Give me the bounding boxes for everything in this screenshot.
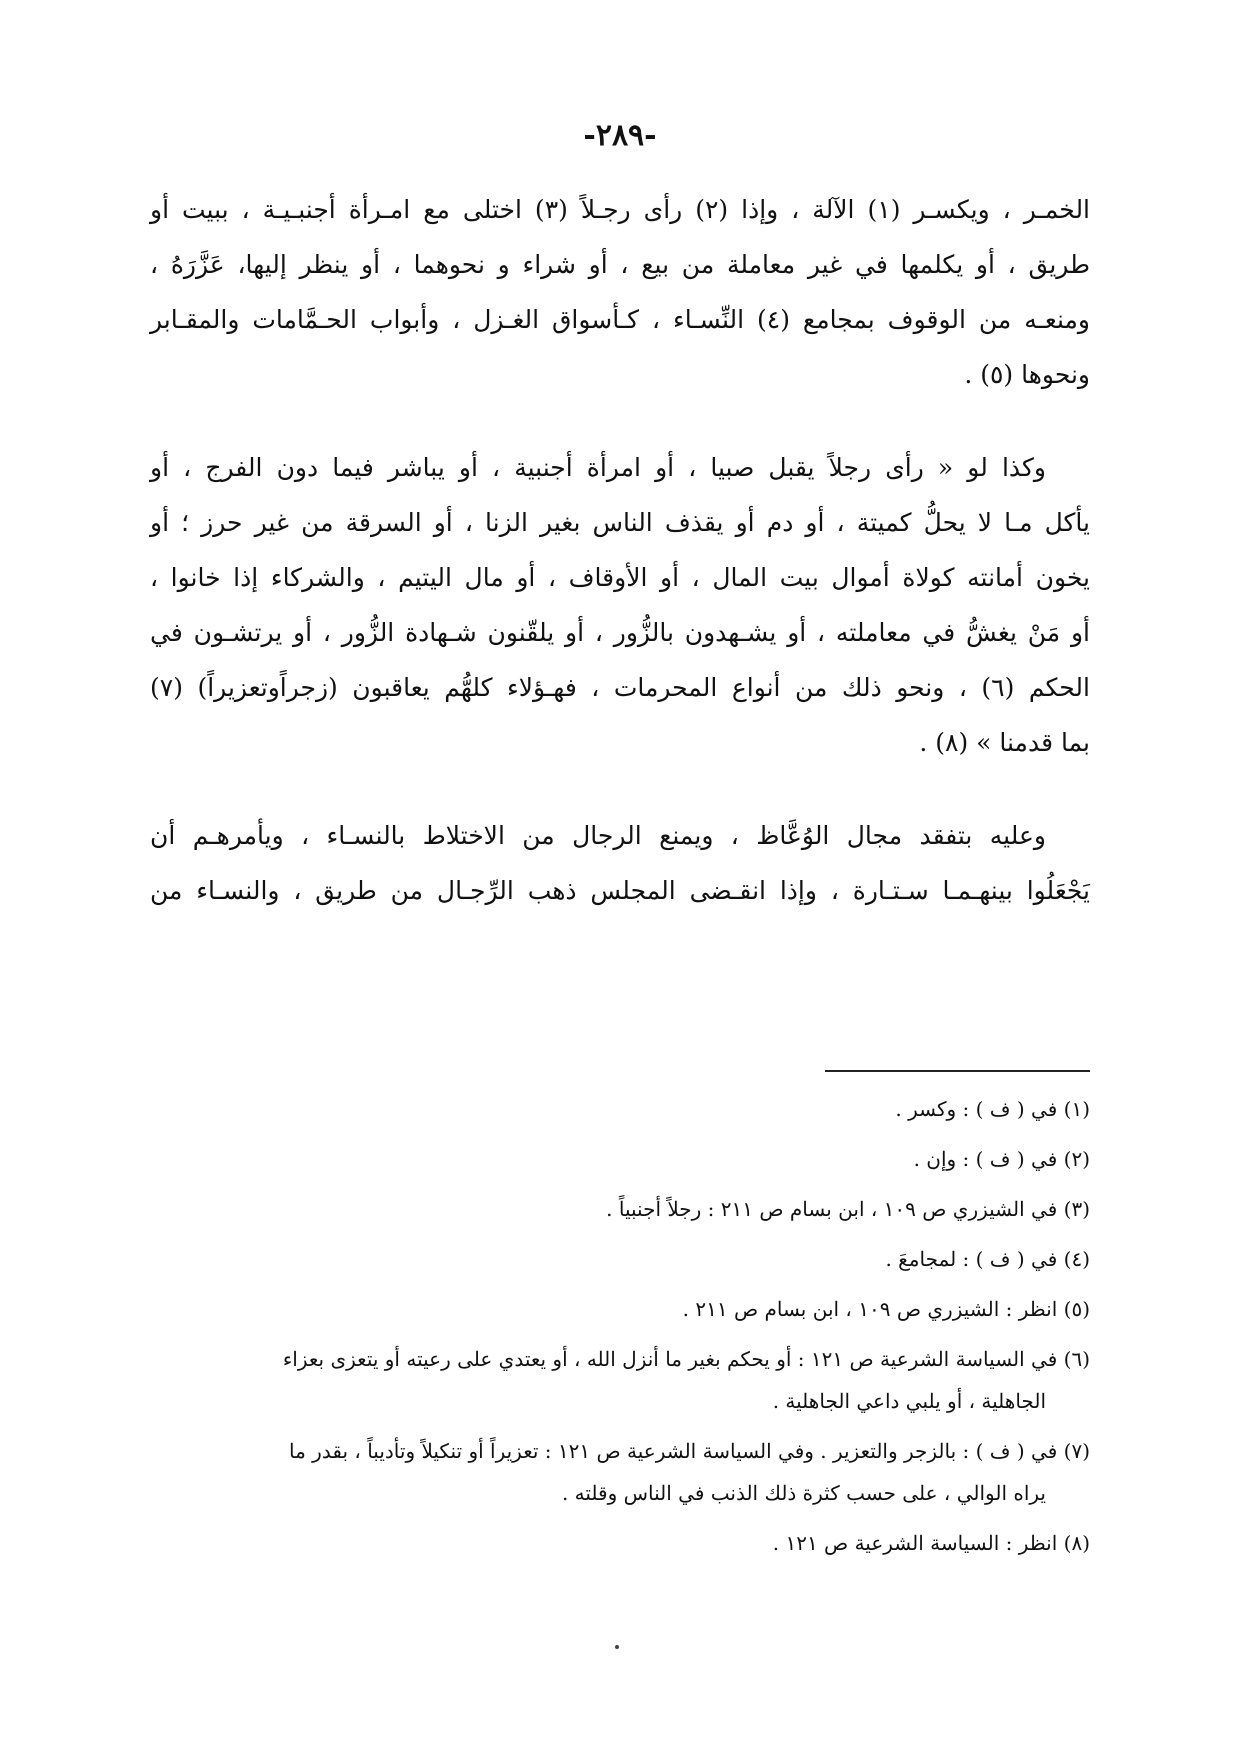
footnote-3 xyxy=(150,1188,1090,1230)
footnote-line: (٣) في الشيزري ص ١٠٩ ، ابن بسام ص ٢١١ : رجلاً أجنبياً . xyxy=(606,1197,1090,1221)
footnote-4 xyxy=(150,1238,1090,1280)
paragraph-3 xyxy=(150,808,1090,918)
scan-speck xyxy=(615,1645,619,1649)
paragraph-line: طريق ، أو يكلمها في غير معاملة من بيع ، أو شراء و نحوهما ، أو ينظر إليها، عَزَّرَهُ ، xyxy=(150,250,1090,279)
footnotes xyxy=(150,1088,1090,1572)
paragraph-line: وعليه بتفقد مجال الوُعَّاظ ، ويمنع الرجال من الاختلاط بالنسـاء ، ويأمرهـم أن xyxy=(150,821,1046,850)
footnote-line: (٦) في السياسة الشرعية ص ١٢١ : أو يحكم بغير ما أنزل الله ، أو يعتدي على رعيته أو يتعزى بعزاء xyxy=(282,1347,1090,1371)
footnote-6 xyxy=(150,1338,1090,1422)
paragraph-2 xyxy=(150,440,1090,770)
paragraph-line: الحكم (٦) ، ونحو ذلك من أنواع المحرمات ، فهـؤلاء كلهُّم يعاقبون (زجراًوتعزيراً) (٧) xyxy=(150,673,1090,702)
paragraph-line: يأكل مـا لا يحلُّ كميتة ، أو دم أو يقذف الناس بغير الزنا ، أو السرقة من غير حرز ؛ أو xyxy=(150,508,1090,537)
footnote-line: (٧) في ( ف ) : بالزجر والتعزير . وفي السياسة الشرعية ص ١٢١ : تعزيراً أو تنكيلاً وتأديباً ، بقدر ما xyxy=(289,1439,1090,1463)
footnote-line: يراه الوالي ، على حسب كثرة ذلك الذنب في الناس وقلته . xyxy=(561,1481,1046,1505)
footnote-2 xyxy=(150,1138,1090,1180)
footnote-1 xyxy=(150,1088,1090,1130)
paragraph-line: يخون أمانته كولاة أموال بيت المال ، أو الأوقاف ، أو مال اليتيم ، والشركاء إذا خانوا ، xyxy=(150,563,1090,592)
footnote-line: (١) في ( ف ) : وكسر . xyxy=(895,1097,1090,1121)
main-text xyxy=(150,182,1090,956)
footnote-line: (٤) في ( ف ) : لمجامعَ . xyxy=(885,1247,1090,1271)
paragraph-line: أو مَنْ يغشُّ في معاملته ، أو يشـهدون بالزُّور ، أو يلقّنون شـهادة الزُّور ، أو يرتشـون في xyxy=(150,618,1090,647)
paragraph-line: ونحوها (٥) . xyxy=(964,360,1090,389)
footnote-5 xyxy=(150,1288,1090,1330)
footnote-divider xyxy=(825,1070,1090,1072)
paragraph-line: ومنعـه من الوقوف بمجامع (٤) النِّسـاء ، كـأسواق الغـزل ، وأبواب الحـمَّامات والمقـابر xyxy=(150,305,1091,334)
paragraph-1 xyxy=(150,182,1090,402)
paragraph-line: وكذا لو « رأى رجلاً يقبل صبيا ، أو امرأة أجنبية ، أو يباشر فيما دون الفرج ، أو xyxy=(150,453,1046,482)
footnote-8 xyxy=(150,1522,1090,1564)
footnote-line: الجاهلية ، أو يلبي داعي الجاهلية . xyxy=(772,1389,1046,1413)
footnote-7 xyxy=(150,1430,1090,1514)
page-number: -٢٨٩- xyxy=(583,118,657,153)
paragraph-line: الخمـر ، ويكسـر (١) الآلة ، وإذا (٢) رأى رجـلاً (٣) اختلى مع امـرأة أجنبـيـة ، ببيت أو xyxy=(150,195,1091,224)
footnote-line: (٢) في ( ف ) : وإن . xyxy=(913,1147,1090,1171)
footnote-line: (٨) انظر : السياسة الشرعية ص ١٢١ . xyxy=(772,1531,1090,1555)
paragraph-line: يَجْعَلُوا بينهـمـا سـتـارة ، وإذا انقـضى المجلس ذهب الرِّجـال من طريق ، والنسـاء من xyxy=(150,876,1090,905)
footnote-line: (٥) انظر : الشيزري ص ١٠٩ ، ابن بسام ص ٢١١ . xyxy=(682,1297,1090,1321)
paragraph-line: بما قدمنا » (٨) . xyxy=(919,728,1090,757)
